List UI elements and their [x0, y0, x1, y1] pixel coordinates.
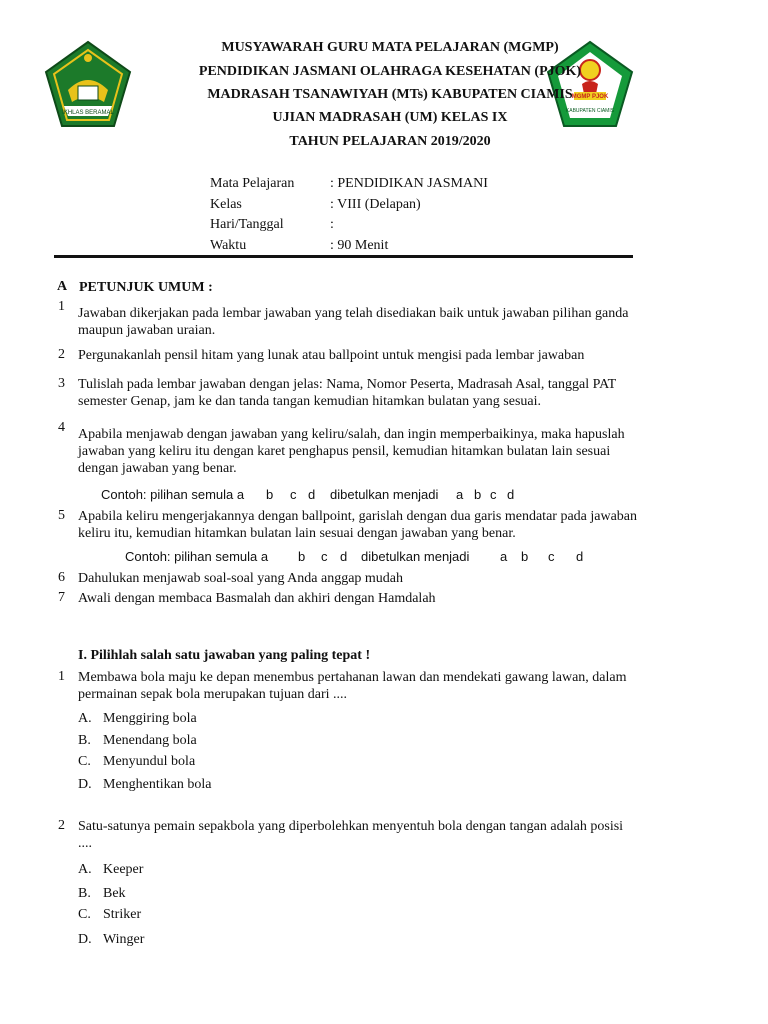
info-value: : PENDIDIKAN JASMANI [330, 176, 488, 191]
info-label: Hari/Tanggal [210, 217, 284, 232]
info-value: : [330, 217, 334, 232]
instruction-text: Jawaban dikerjakan pada lembar jawaban yang telah disediakan baik untuk jawaban pilihan ganda maupun jawaban uraian. [78, 306, 629, 338]
example-choice: b [266, 487, 274, 502]
option-text: Menyundul bola [103, 754, 196, 769]
info-label: Kelas [210, 197, 242, 212]
header-line-4: UJIAN MADRASAH (UM) KELAS IX [272, 110, 508, 125]
example-choice: b [474, 487, 482, 502]
header-divider [54, 255, 633, 258]
question-number: 2 [58, 818, 65, 833]
example-mid: dibetulkan menjadi [330, 487, 439, 502]
instruction-text: Apabila keliru mengerjakannya dengan ballpoint, garislah dengan dua garis mendatar pada jawaban keliru itu, kemudian hitamkan bulatan lain sesuai dengan jawaban yang benar. [78, 509, 638, 541]
option-text: Menggiring bola [103, 711, 197, 726]
example-choice: d [308, 487, 316, 502]
instruction-text: Apabila menjawab dengan jawaban yang keliru/salah, dan ingin memperbaikinya, maka hapuslah jawaban yang keliru itu dengan karet penghapus pensil, kemudian hitamkan bulatan lain sesuai dengan jawaban yang benar. [78, 427, 625, 476]
section-a-letter: A [57, 279, 68, 294]
section-a-title: PETUNJUK UMUM : [79, 280, 213, 295]
info-label: Mata Pelajaran [210, 176, 295, 191]
option-text: Menghentikan bola [103, 777, 212, 792]
example-choice: a [456, 487, 464, 502]
option-letter: D. [78, 777, 92, 792]
info-value: : VIII (Delapan) [330, 197, 421, 212]
question-text: Membawa bola maju ke depan menembus pertahanan lawan dan mendekati gawang lawan, dalam permainan sepak bola merupakan tujuan dari .... [78, 670, 627, 702]
example-choice: d [507, 487, 515, 502]
option-text: Keeper [103, 862, 144, 877]
option-letter: A. [78, 711, 92, 726]
option-text: Menendang bola [103, 733, 197, 748]
example-choice: d [576, 549, 584, 564]
instruction-text: Dahulukan menjawab soal-soal yang Anda anggap mudah [78, 571, 404, 586]
header-line-5: TAHUN PELAJARAN 2019/2020 [289, 134, 491, 149]
header-line-1: MUSYAWARAH GURU MATA PELAJARAN (MGMP) [221, 40, 559, 55]
item-number: 4 [58, 420, 65, 435]
svg-text:IKHLAS BERAMAL: IKHLAS BERAMAL [62, 110, 114, 116]
example-choice: c [290, 487, 297, 502]
instruction-text: Pergunakanlah pensil hitam yang lunak atau ballpoint untuk mengisi pada lembar jawaban [78, 348, 585, 363]
option-text: Striker [103, 907, 142, 922]
item-number: 1 [58, 299, 65, 314]
svg-text:KABUPATEN CIAMIS: KABUPATEN CIAMIS [565, 108, 615, 114]
item-number: 7 [58, 590, 65, 605]
kemenag-logo [44, 40, 132, 130]
example-mid: dibetulkan menjadi [361, 549, 470, 564]
option-letter: C. [78, 907, 91, 922]
example-prefix: Contoh: pilihan semula a [125, 549, 269, 564]
option-text: Winger [103, 932, 145, 947]
question-number: 1 [58, 669, 65, 684]
example-choice: c [490, 487, 497, 502]
example-choice: c [548, 549, 555, 564]
option-letter: B. [78, 733, 91, 748]
header-line-2: PENDIDIKAN JASMANI OLAHRAGA KESEHATAN (PJOK) [198, 64, 582, 79]
info-label: Waktu [210, 238, 247, 253]
example-choice: a [500, 549, 508, 564]
example-choice: b [298, 549, 306, 564]
header-line-3: MADRASAH TSANAWIYAH (MTs) KABUPATEN CIAMIS [207, 87, 573, 102]
info-value: : 90 Menit [330, 238, 389, 253]
item-number: 5 [58, 508, 65, 523]
svg-text:MGMP PJOK: MGMP PJOK [571, 94, 609, 100]
option-text: Bek [103, 886, 126, 901]
question-text: Satu-satunya pemain sepakbola yang diperbolehkan menyentuh bola dengan tangan adalah posisi .... [78, 819, 624, 851]
section-i-title: I. Pilihlah salah satu jawaban yang paling tepat ! [78, 648, 371, 663]
example-choice: c [321, 549, 328, 564]
example-choice: b [521, 549, 529, 564]
option-letter: B. [78, 886, 91, 901]
item-number: 3 [58, 376, 65, 391]
example-choice: d [340, 549, 348, 564]
option-letter: C. [78, 754, 91, 769]
example-prefix: Contoh: pilihan semula a [101, 487, 245, 502]
item-number: 6 [58, 570, 65, 585]
instruction-text: Tulislah pada lembar jawaban dengan jelas: Nama, Nomor Peserta, Madrasah Asal, tanggal PAT semester Genap, jam ke dan tanda tangan kemudian hitamkan bulatan yang sesuai. [78, 377, 616, 409]
item-number: 2 [58, 347, 65, 362]
option-letter: D. [78, 932, 92, 947]
option-letter: A. [78, 862, 92, 877]
instruction-text: Awali dengan membaca Basmalah dan akhiri dengan Hamdalah [78, 591, 436, 606]
